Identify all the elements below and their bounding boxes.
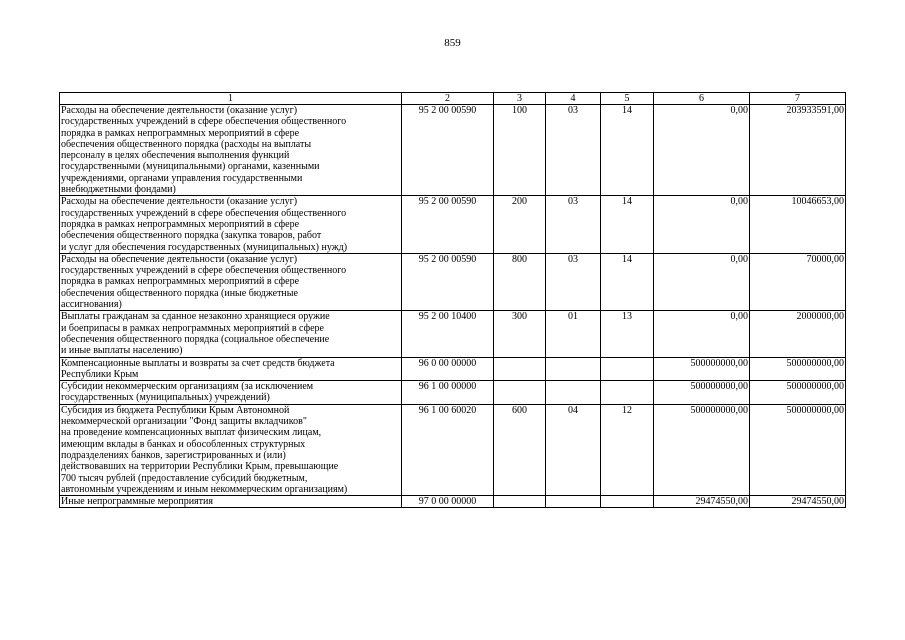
description-line: обеспечения общественного порядка (социальное обеспечение	[61, 333, 330, 345]
target-article-code: 95 2 00 10400	[402, 311, 494, 357]
description-line: обеспечения общественного порядка (закупка товаров, работ	[61, 230, 322, 242]
description-line: имеющим вклады в банках и обособленных структурных	[61, 438, 306, 450]
description-line: Расходы на обеспечение деятельности (оказание услуг)	[61, 105, 298, 116]
description-line: порядка в рамках непрограммных мероприятий в сфере	[61, 218, 300, 230]
description-line: Иные непрограммные мероприятия	[61, 496, 213, 508]
column-header: 4	[546, 93, 601, 105]
description-line: обеспечения общественного порядка (расходы на выплаты	[61, 138, 312, 150]
amount-column-7: 70000,00	[750, 253, 846, 310]
description-line: Компенсационные выплаты и возвраты за счет средств бюджета	[61, 357, 335, 369]
subsection-code	[601, 381, 654, 405]
table-row	[60, 357, 846, 381]
description-line: обеспечения общественного порядка (иные бюджетные	[61, 287, 298, 299]
description-line: государственных учреждений в сфере обеспечения общественного	[61, 207, 347, 219]
amount-column-7: 2000000,00	[750, 311, 846, 357]
description-line: и иные выплаты населению)	[61, 345, 183, 357]
description-line: внебюджетными фондами)	[61, 184, 176, 196]
expense-description	[60, 357, 402, 381]
subsection-code: 13	[601, 311, 654, 357]
subsection-code: 14	[601, 253, 654, 310]
description-line: государственными (муниципальными) органами, казенными	[61, 161, 320, 173]
description-line: Субсидии некоммерческим организациям (за исключением	[61, 381, 314, 393]
section-code: 03	[546, 253, 601, 310]
target-article-code: 95 2 00 00590	[402, 196, 494, 253]
description-line: учреждениями, органами управления государственными	[61, 172, 303, 184]
description-line: действовавших на территории Республики Крым, превышающие	[61, 461, 339, 473]
amount-column-6: 0,00	[654, 311, 750, 357]
description-line: некоммерческой организации "Фонд защиты вкладчиков"	[61, 416, 307, 428]
description-line: Расходы на обеспечение деятельности (оказание услуг)	[61, 253, 298, 265]
table-row	[60, 253, 846, 310]
section-code: 03	[546, 196, 601, 253]
section-code	[546, 381, 601, 405]
description-line: и боеприпасы в рамках непрограммных мероприятий в сфере	[61, 322, 324, 334]
section-code: 04	[546, 404, 601, 495]
column-header: 5	[601, 93, 654, 105]
expense-description	[60, 496, 402, 508]
description-line: персоналу в целях обеспечения выполнения функций	[61, 150, 290, 162]
amount-column-6: 500000000,00	[654, 357, 750, 381]
section-code	[546, 357, 601, 381]
subsection-code: 14	[601, 196, 654, 253]
description-line: государственных учреждений в сфере обеспечения общественного	[61, 265, 347, 277]
description-line: Расходы на обеспечение деятельности (оказание услуг)	[61, 196, 298, 208]
amount-column-7: 500000000,00	[750, 404, 846, 495]
column-header: 7	[750, 93, 846, 105]
subsection-code: 14	[601, 105, 654, 196]
table-row	[60, 404, 846, 495]
expense-type-code	[494, 381, 546, 405]
description-line: на проведение компенсационных выплат физическим лицам,	[61, 427, 322, 439]
table-row	[60, 311, 846, 357]
amount-column-7: 203933591,00	[750, 105, 846, 196]
target-article-code: 97 0 00 00000	[402, 496, 494, 508]
amount-column-6: 0,00	[654, 253, 750, 310]
budget-table	[59, 92, 846, 508]
column-header: 6	[654, 93, 750, 105]
description-line: ассигнования)	[61, 299, 122, 311]
expense-description	[60, 381, 402, 405]
table-row	[60, 105, 846, 196]
column-header: 1	[60, 93, 402, 105]
expense-type-code	[494, 496, 546, 508]
expense-type-code: 800	[494, 253, 546, 310]
expense-type-code	[494, 357, 546, 381]
target-article-code: 95 2 00 00590	[402, 253, 494, 310]
header-row	[60, 93, 846, 105]
description-line: порядка в рамках непрограммных мероприятий в сфере	[61, 127, 300, 139]
section-code: 03	[546, 105, 601, 196]
section-code	[546, 496, 601, 508]
amount-column-6: 0,00	[654, 105, 750, 196]
description-line: автономным учреждениям и иным некоммерческим организациям)	[61, 483, 348, 495]
description-line: порядка в рамках непрограммных мероприятий в сфере	[61, 276, 300, 288]
expense-description	[60, 105, 402, 196]
amount-column-7: 500000000,00	[750, 357, 846, 381]
amount-column-7: 29474550,00	[750, 496, 846, 508]
description-line: Субсидия из бюджета Республики Крым Автономной	[61, 404, 290, 416]
expense-type-code: 200	[494, 196, 546, 253]
description-line: 700 тысяч рублей (предоставление субсидий бюджетным,	[61, 472, 308, 484]
expense-description	[60, 196, 402, 253]
subsection-code	[601, 496, 654, 508]
target-article-code: 96 1 00 00000	[402, 381, 494, 405]
description-line: государственных (муниципальных) учреждений)	[61, 392, 270, 404]
subsection-code: 12	[601, 404, 654, 495]
subsection-code	[601, 357, 654, 381]
section-code: 01	[546, 311, 601, 357]
expense-description	[60, 404, 402, 495]
amount-column-6: 29474550,00	[654, 496, 750, 508]
amount-column-6: 0,00	[654, 196, 750, 253]
amount-column-7: 500000000,00	[750, 381, 846, 405]
expense-type-code: 600	[494, 404, 546, 495]
description-line: государственных учреждений в сфере обеспечения общественного	[61, 116, 347, 128]
column-header: 2	[402, 93, 494, 105]
amount-column-7: 10046653,00	[750, 196, 846, 253]
column-header: 3	[494, 93, 546, 105]
expense-description	[60, 253, 402, 310]
expense-description	[60, 311, 402, 357]
target-article-code: 95 2 00 00590	[402, 105, 494, 196]
expense-type-code: 100	[494, 105, 546, 196]
description-line: Республики Крым	[61, 368, 139, 380]
description-line: Выплаты гражданам за сданное незаконно хранящиеся оружие	[61, 311, 330, 323]
expense-type-code: 300	[494, 311, 546, 357]
description-line: и услуг для обеспечения государственных (муниципальных) нужд)	[61, 241, 348, 253]
description-line: подразделениях банков, зарегистрированных и (или)	[61, 449, 286, 461]
table-row	[60, 196, 846, 253]
amount-column-6: 500000000,00	[654, 404, 750, 495]
table-body	[60, 105, 846, 508]
target-article-code: 96 1 00 60020	[402, 404, 494, 495]
amount-column-6: 500000000,00	[654, 381, 750, 405]
table-row	[60, 496, 846, 508]
target-article-code: 96 0 00 00000	[402, 357, 494, 381]
page-number: 859	[444, 37, 461, 49]
table-row	[60, 381, 846, 405]
